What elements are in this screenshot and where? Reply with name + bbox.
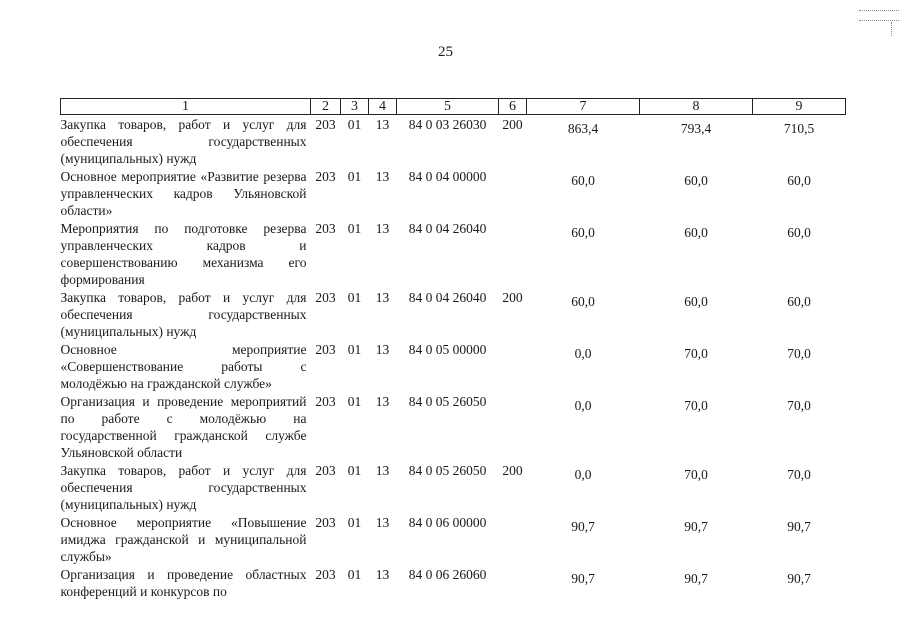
row-target-code: 84 0 05 00000 [408,342,487,357]
row-amount-col-8: 90,7 [684,519,708,534]
row-subsection-code: 13 [375,394,390,409]
row-target-code: 84 0 04 00000 [408,169,487,184]
row-name: Организация и проведение мероприятий по работе с молодёжью на государственной гражданской службе Ульяновской области [60,394,307,460]
table-row [61,513,846,565]
row-subsection-code: 13 [375,515,390,530]
row-section-code: 01 [347,169,362,184]
row-amount-col-8: 793,4 [680,121,712,136]
row-ministry-code: 203 [315,221,336,236]
row-subsection-code: 13 [375,290,390,305]
row-amount-col-7: 0,0 [574,346,592,361]
row-section-code: 01 [347,117,362,132]
table-row [61,461,846,513]
row-amount-col-9: 90,7 [787,519,811,534]
row-amount-col-8: 70,0 [684,398,708,413]
row-subsection-code: 13 [375,221,390,236]
row-name: Закупка товаров, работ и услуг для обеспечения государственных (муниципальных) нужд [60,117,307,166]
row-amount-col-8: 70,0 [684,346,708,361]
row-expense-type: 200 [502,290,523,305]
row-subsection-code: 13 [375,117,390,132]
header-col-2: 2 [311,99,341,115]
row-subsection-code: 13 [375,342,390,357]
row-amount-col-8: 60,0 [684,225,708,240]
row-section-code: 01 [347,515,362,530]
row-amount-col-9: 60,0 [787,294,811,309]
row-amount-col-8: 70,0 [684,467,708,482]
row-subsection-code: 13 [375,567,390,582]
header-col-3: 3 [341,99,369,115]
row-amount-col-8: 90,7 [684,571,708,586]
table-row [61,115,846,168]
header-col-7: 7 [527,99,640,115]
row-ministry-code: 203 [315,394,336,409]
row-amount-col-9: 60,0 [787,225,811,240]
row-section-code: 01 [347,394,362,409]
row-name: Закупка товаров, работ и услуг для обеспечения государственных (муниципальных) нужд [60,290,307,339]
row-name: Основное мероприятие «Совершенствование работы с молодёжью на гражданской службе» [60,342,307,391]
row-target-code: 84 0 05 26050 [408,463,487,478]
row-expense-type [499,513,527,565]
row-section-code: 01 [347,567,362,582]
row-name: Организация и проведение областных конференций и конкурсов по [60,567,307,599]
row-amount-col-9: 70,0 [787,346,811,361]
row-amount-col-7: 0,0 [574,467,592,482]
row-expense-type [499,392,527,461]
row-expense-type: 200 [502,463,523,478]
row-target-code: 84 0 06 26060 [408,567,487,582]
row-amount-col-7: 90,7 [571,519,595,534]
header-col-6: 6 [499,99,527,115]
row-amount-col-9: 70,0 [787,467,811,482]
row-amount-col-7: 863,4 [567,121,599,136]
scan-edge-marks [859,8,899,38]
row-ministry-code: 203 [315,117,336,132]
row-section-code: 01 [347,221,362,236]
row-section-code: 01 [347,342,362,357]
header-col-4: 4 [369,99,397,115]
row-section-code: 01 [347,290,362,305]
row-amount-col-7: 90,7 [571,571,595,586]
row-name: Основное мероприятие «Повышение имиджа гражданской и муниципальной службы» [60,515,307,564]
table-header-row [61,99,846,115]
row-ministry-code: 203 [315,515,336,530]
row-name: Закупка товаров, работ и услуг для обеспечения государственных (муниципальных) нужд [60,463,307,512]
row-amount-col-7: 60,0 [571,173,595,188]
row-expense-type [499,340,527,392]
header-col-5: 5 [397,99,499,115]
table-row [61,288,846,340]
table-row [61,167,846,219]
row-expense-type [499,167,527,219]
row-amount-col-9: 60,0 [787,173,811,188]
page-number: 25 [438,44,453,60]
row-target-code: 84 0 05 26050 [408,394,487,409]
row-ministry-code: 203 [315,342,336,357]
row-expense-type [499,219,527,288]
header-col-1: 1 [61,99,311,115]
header-col-8: 8 [640,99,753,115]
row-target-code: 84 0 04 26040 [408,290,487,305]
header-col-9: 9 [753,99,846,115]
row-target-code: 84 0 04 26040 [408,221,487,236]
table-row [61,565,846,600]
row-amount-col-9: 70,0 [787,398,811,413]
row-amount-col-9: 90,7 [787,571,811,586]
row-target-code: 84 0 06 00000 [408,515,487,530]
row-expense-type [499,565,527,600]
row-ministry-code: 203 [315,567,336,582]
row-expense-type: 200 [502,117,523,132]
row-amount-col-7: 60,0 [571,225,595,240]
row-amount-col-7: 60,0 [571,294,595,309]
row-amount-col-8: 60,0 [684,173,708,188]
row-amount-col-7: 0,0 [574,398,592,413]
budget-table [60,98,846,600]
row-amount-col-9: 710,5 [783,121,815,136]
table-row [61,219,846,288]
row-ministry-code: 203 [315,463,336,478]
row-section-code: 01 [347,463,362,478]
row-ministry-code: 203 [315,290,336,305]
row-name: Основное мероприятие «Развитие резерва управленческих кадров Ульяновской области» [60,169,307,218]
row-subsection-code: 13 [375,169,390,184]
row-target-code: 84 0 03 26030 [408,117,487,132]
table-row [61,340,846,392]
row-amount-col-8: 60,0 [684,294,708,309]
row-subsection-code: 13 [375,463,390,478]
row-ministry-code: 203 [315,169,336,184]
row-name: Мероприятия по подготовке резерва управленческих кадров и совершенствованию механизма его формирования [60,221,307,287]
table-row [61,392,846,461]
